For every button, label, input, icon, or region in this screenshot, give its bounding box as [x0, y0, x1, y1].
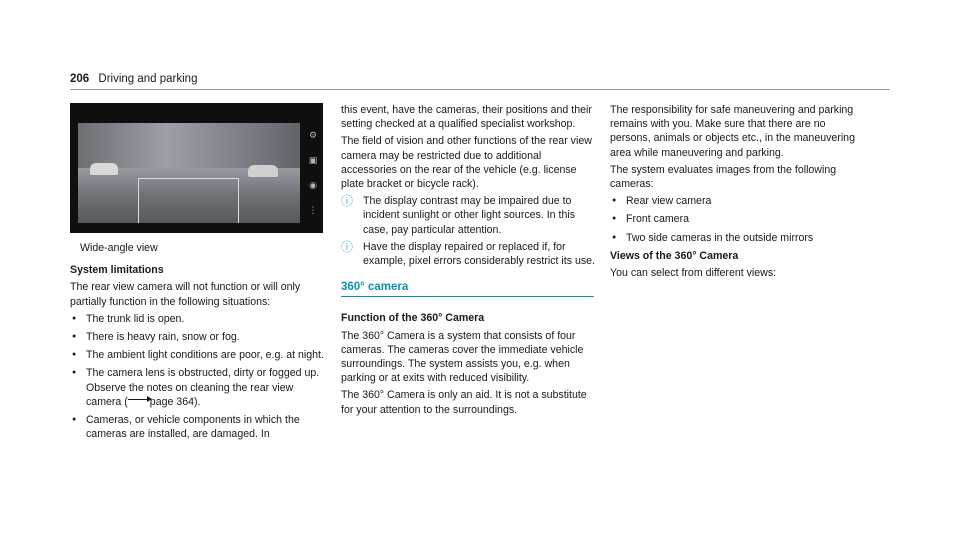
camera-settings-icon: ⚙	[308, 130, 318, 141]
note-text: Have the display repaired or replaced if, for example, pixel errors considerably restrict its use.	[363, 240, 595, 268]
limits-intro: The rear view camera will not function or will only partially function in the following situations:	[70, 281, 301, 308]
page-reference-link[interactable]: page 364).	[149, 395, 201, 408]
list-item: ● Cameras, or vehicle components in which the cameras are installed, are damaged. In	[70, 413, 325, 441]
paragraph: this event, have the cameras, their positions and their setting checked at a qualified specialist workshop.	[341, 104, 592, 131]
note	[341, 194, 596, 237]
header-divider	[70, 89, 890, 90]
list-item: ● Front camera	[610, 212, 865, 226]
paragraph: The field of vision and other functions of the rear view camera may be restricted due to additional accessories on the rear of the vehicle (e.g. license plate bracket or bicycle rack).	[341, 135, 592, 191]
paragraph: You can select from different views:	[610, 267, 777, 280]
list-item: ● The ambient light conditions are poor, e.g. at night.	[70, 348, 325, 362]
camera-view-icon: ◉	[309, 180, 317, 191]
column-2	[341, 103, 596, 420]
list-item-text: The camera lens is obstructed, dirty or fogged up. Observe the notes on cleaning the rear view camera (	[86, 367, 320, 408]
info-icon: ⓘ	[341, 239, 354, 254]
note	[341, 240, 596, 268]
list-item-with-xref	[70, 366, 325, 409]
paragraph: The 360° Camera is a system that consists of four cameras. The cameras cover the immediate vehicle surroundings. The system assists you, e.g. when parking or at exits with reduced visibility.	[341, 329, 584, 385]
section-title: 360° camera	[341, 281, 409, 294]
note-text: The display contrast may be impaired due to incident sunlight or other light sources. In this case, pay particular attention.	[363, 195, 575, 236]
list-item: ● There is heavy rain, snow or fog.	[70, 330, 325, 344]
list-item: ● Rear view camera	[610, 194, 865, 208]
car-top-view-icon: ▣	[308, 155, 318, 166]
parking-sensor-icon: ⋮	[308, 205, 318, 216]
views-heading: Views of the 360° Camera	[610, 249, 739, 262]
limits-heading: System limitations	[70, 264, 164, 277]
paragraph: The 360° Camera is only an aid. It is not a substitute for your attention to the surroundings.	[341, 389, 587, 416]
camera-screenshot	[70, 103, 323, 233]
paragraph: The system evaluates images from the following cameras:	[610, 163, 837, 191]
wide-angle-camera-image	[78, 123, 300, 223]
page-number: 206	[70, 73, 90, 85]
info-icon: ⓘ	[341, 194, 354, 209]
column-1	[70, 103, 325, 445]
list-item: ● Two side cameras in the outside mirrors	[610, 231, 865, 245]
figure-caption: Wide-angle view	[80, 242, 158, 254]
page-header	[70, 72, 197, 86]
section-name: Driving and parking	[98, 73, 198, 85]
column-3	[610, 103, 865, 283]
camera-side-controls	[303, 123, 323, 223]
list-item: ● The trunk lid is open.	[70, 312, 325, 326]
function-heading: Function of the 360° Camera	[341, 312, 485, 325]
section-divider	[341, 296, 594, 297]
paragraph: The responsibility for safe maneuvering and parking remains with you. Make sure that there are no persons, animals or objects etc., in the maneuvering area while maneuvering and parking.	[610, 104, 855, 159]
arrow-right-icon	[128, 399, 150, 400]
